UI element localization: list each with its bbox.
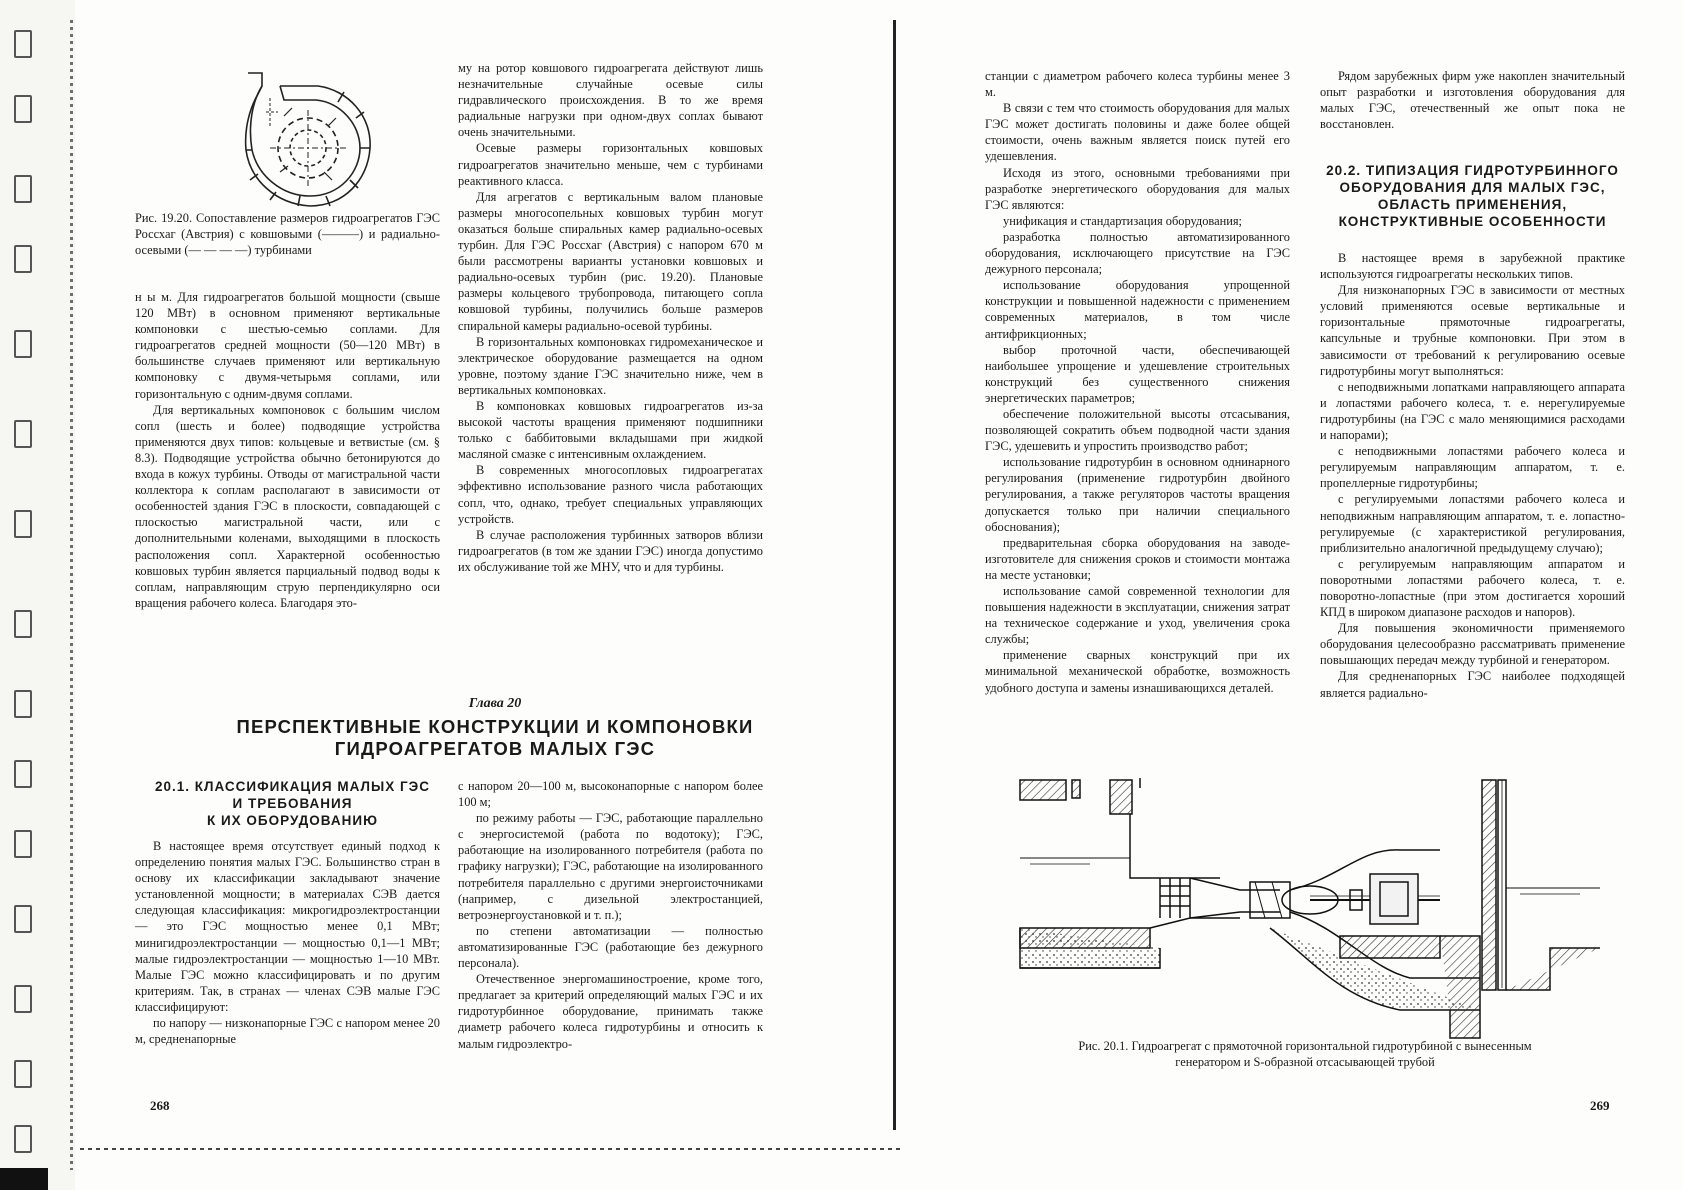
punch-hole [14, 420, 32, 448]
paragraph: н ы м. Для гидроагрегатов большой мощности (свыше 120 МВт) в основном применяют вертикальные компоновки с шестью-семью соплами. Для гидроагрегатов средней мощности (50—120 МВт) в большинстве случаев применяют или вертикальную компоновку с двумя-четырьмя соплами, или горизонтальную с одним-двумя соплами. [135, 290, 440, 401]
paragraph: использование самой современной технологии для повышения надежности в эксплуатации, снижения затрат на техническое содержание и уход, увеличения срока службы; [985, 584, 1290, 647]
caption-line: Рис. 20.1. Гидроагрегат с прямоточной горизонтальной гидротурбиной с вынесенным [1078, 1039, 1532, 1053]
binding-edge [70, 20, 73, 1170]
paragraph: В связи с тем что стоимость оборудования для малых ГЭС может достигать половины и даже более общей стоимости, очень важным является поиск путей его удешевления. [985, 101, 1290, 164]
scan-corner-mark [0, 1168, 48, 1190]
paragraph: применение сварных конструкций при их минимальной механической обработке, возможность удобного доступа и замены изнашивающихся деталей. [985, 648, 1290, 695]
page-number-right: 269 [1590, 1098, 1610, 1113]
paragraph: В горизонтальных компоновках гидромеханическое и электрическое оборудование размещается на одном уровне, поэтому здание ГЭС значительно ниже, чем в вертикальных компоновках. [458, 334, 763, 397]
section-title-line: КОНСТРУКТИВНЫЕ ОСОБЕННОСТИ [1338, 214, 1607, 229]
left-col1-bottom [135, 838, 440, 1047]
punch-hole [14, 330, 32, 358]
punch-hole [14, 760, 32, 788]
paragraph: В современных многосопловых гидроагрегатах эффективно использование разного числа работающих сопл, что, однако, требует специальных управляющих устройств. [458, 463, 763, 526]
paragraph: унификация и стандартизация оборудования; [1003, 213, 1242, 228]
page-number-left: 268 [150, 1098, 170, 1113]
punch-hole [14, 30, 32, 58]
punch-hole [14, 175, 32, 203]
paragraph: В настоящее время отсутствует единый подход к определению понятия малых ГЭС. Большинство стран в основу их классификации закладывают значение установленной мощности; в материалах СЭВ дается следующая классификация: микрогидроэлектростанции — это ГЭС мощностью менее 0,1 МВт; минигидроэлектростанции — мощностью 0,1—1 МВт; малые гидроэлектростанции — мощностью 1—10 МВт. Малые ГЭС можно классифицировать и по другим критериям. Так, в странах — членах СЭВ малые ГЭС классифицируют: [135, 839, 440, 1014]
paragraph: Для низконапорных ГЭС в зависимости от местных условий применяются осевые вертикальные и горизонтальные прямоточные гидроагрегаты, капсульные и трубные компоновки. При этом в зависимости от требований к регулированию осевые гидротурбины могут выполняться: [1320, 283, 1625, 378]
paragraph: Осевые размеры горизонтальных ковшовых гидроагрегатов значительно меньше, чем с турбинами реактивного класса. [458, 141, 763, 188]
right-col1 [985, 68, 1290, 696]
paragraph: обеспечение положительной высоты отсасывания, позволяющей сократить объем подводной части здания ГЭС, удешевить и упростить производство работ; [985, 406, 1290, 454]
paragraph: по напору — низконапорные ГЭС с напором менее 20 м, средненапорные [135, 1016, 440, 1047]
punch-hole [14, 690, 32, 718]
figure-20-1-caption [985, 1038, 1625, 1070]
right-col2-top [1320, 68, 1625, 132]
figure-20-1-drawing [1010, 778, 1630, 1048]
figure-19-20-drawing [240, 68, 390, 228]
paragraph: разработка полностью автоматизированного оборудования, исключающего присутствие на ГЭС дежурного персонала; [985, 229, 1290, 277]
paragraph: му на ротор ковшового гидроагрегата действуют лишь незначительные случайные осевые силы гидравлического происхождения. В то же время радиальные нагрузки при одном-двух соплах бывают очень значительными. [458, 61, 763, 140]
binding-strip [0, 0, 75, 1190]
paragraph: Исходя из этого, основными требованиями при разработке энергетического оборудования для малых ГЭС являются: [985, 165, 1290, 212]
punch-hole [14, 830, 32, 858]
paragraph: с регулируемым направляющим аппаратом и поворотными лопастями рабочего колеса, т. е. поворотно-лопастные (при этом достигается хороший КПД в широком диапазоне расходов и напоров). [1320, 556, 1625, 620]
paragraph: с регулируемыми лопастями рабочего колеса и неподвижным направляющим аппаратом, т. е. лопастно-регулируемые (с характеристикой регулирования, приблизительно аналогичной предыдущему случаю); [1320, 492, 1625, 555]
section-20-2-title [1315, 162, 1630, 230]
paragraph: выбор проточной части, обеспечивающей наибольшее упрощение и удешевление строительных конструкций без существенного снижения энергетических параметров; [985, 342, 1290, 405]
section-title-line: К ИХ ОБОРУДОВАНИЮ [206, 813, 378, 828]
paragraph: по режиму работы — ГЭС, работающие параллельно с энергосистемой (работа по водотоку); ГЭС, работающие на изолированного потребителя (работа по графику нагрузки); ГЭС, работающие на изолированного потребителя параллельно с другими энергоисточниками (например, с дизельной электростанцией, ветроэнергоустановкой и т. п.); [458, 811, 763, 922]
paragraph: станции с диаметром рабочего колеса турбины менее 3 м. [985, 69, 1290, 100]
punch-hole [14, 1125, 32, 1153]
paragraph: В случае расположения турбинных затворов вблизи гидроагрегатов (в том же здании ГЭС) иногда допустимо их обслуживание той же МНУ, что и для турбины. [458, 527, 763, 574]
paragraph: предварительная сборка оборудования на заводе-изготовителе для снижения сроков и стоимости монтажа на месте установки; [985, 535, 1290, 582]
paragraph: В компоновках ковшовых гидроагрегатов из-за высокой частоты вращения применяют подшипники только с баббитовыми вкладышами при жидкой масляной смазке с интенсивным охлаждением. [458, 398, 763, 462]
punch-hole [14, 985, 32, 1013]
section-20-1-title [135, 778, 450, 829]
paragraph: Рядом зарубежных фирм уже накоплен значительный опыт разработки и изготовления оборудования для малых ГЭС, отечественный же опыт пока не восстановлен. [1320, 69, 1625, 132]
section-title-line: 20.2. ТИПИЗАЦИЯ ГИДРОТУРБИННОГО [1326, 163, 1619, 178]
punch-hole [14, 245, 32, 273]
page-gutter [893, 20, 896, 1130]
punch-hole [14, 510, 32, 538]
section-title-line: ОБОРУДОВАНИЯ ДЛЯ МАЛЫХ ГЭС, [1339, 180, 1606, 195]
chapter-title-line: ПЕРСПЕКТИВНЫЕ КОНСТРУКЦИИ И КОМПОНОВКИ [236, 716, 754, 737]
punch-hole [14, 95, 32, 123]
left-col2-bottom [458, 778, 763, 1052]
chapter-label: Глава 20 [468, 696, 522, 711]
figure-19-20-caption: Рис. 19.20. Сопоставление размеров гидроагрегатов ГЭС Россхаг (Австрия) с ковшовыми (———) и радиально-осевыми (— — — —) турбинами [135, 211, 440, 257]
punch-hole [14, 905, 32, 933]
paragraph: Для средненапорных ГЭС наиболее подходящей является радиально- [1320, 669, 1625, 700]
paragraph: использование гидротурбин в основном однинарного регулирования (применение гидротурбин двойного регулирования, а также регуляторов частоты вращения допускается только при наличии специального обоснования); [985, 455, 1290, 534]
chapter-title-line: ГИДРОАГРЕГАТОВ МАЛЫХ ГЭС [334, 738, 656, 759]
paragraph: Для вертикальных компоновок с большим числом сопл (шесть и более) подводящие устройства применяются двух типов: кольцевые и ветвистые (см. § 8.3). Подводящие устройства обычно бетонируются до входа в кожух турбины. Отводы от магистральной части коллектора к соплам располагают в зависимости от особенностей здания ГЭС в плоскости, совпадающей с плоскостью магистральной части, или с дополнительными коленами, выходящими в плоскость расположения сопл. Характерной особенностью ковшовых турбин является парциальный подвод воды к соплам, направляющим струю перпендикулярно оси вращения рабочего колеса. Благодаря это- [135, 402, 440, 610]
paragraph: В настоящее время в зарубежной практике используются гидроагрегаты нескольких типов. [1320, 251, 1625, 282]
left-col1-top [135, 289, 440, 611]
paragraph: использование оборудования упрощенной конструкции и повышенной надежности с применением современных материалов, в том числе антифрикционных; [985, 278, 1290, 341]
paragraph: Для повышения экономичности применяемого оборудования целесообразно рассматривать применение повышающих передач между турбиной и генератором. [1320, 621, 1625, 668]
chapter-title [180, 716, 810, 760]
section-title-line: И ТРЕБОВАНИЯ [232, 796, 353, 811]
section-title-line: 20.1. КЛАССИФИКАЦИЯ МАЛЫХ ГЭС [155, 779, 430, 794]
punch-hole [14, 610, 32, 638]
paragraph: Отечественное энергомашиностроение, кроме того, предлагает за критерий определяющий малых ГЭС и их гидротурбинное оборудование, принимать также диаметр рабочего колеса гидротурбины и относить к малым гидроэлектро- [458, 972, 763, 1051]
paragraph: с неподвижными лопатками направляющего аппарата и лопастями рабочего колеса, т. е. нерегулируемые гидротурбины (на ГЭС с мало меняющимися расходами и напорами); [1320, 379, 1625, 443]
punch-hole [14, 1060, 32, 1088]
section-title-line: ОБЛАСТЬ ПРИМЕНЕНИЯ, [1377, 197, 1568, 212]
caption-line: генератором и S-образной отсасывающей трубой [1175, 1055, 1435, 1069]
paragraph: Для агрегатов с вертикальным валом плановые размеры многосопельных ковшовых турбин могут оказаться больше спиральных камер радиально-осевых турбин. Для ГЭС Россхаг (Австрия) с напором 670 м были рассмотрены варианты установки ковшовых и радиально-осевых турбин (рис. 19.20). Плановые размеры кольцевого трубопровода, питающего сопла ковшовой турбины, получились больше размеров спиральной камеры радиально-осевой турбины. [458, 189, 763, 333]
scan-bottom-edge [80, 1148, 900, 1150]
paragraph: с напором 20—100 м, высоконапорные с напором более 100 м; [458, 779, 763, 810]
paragraph: по степени автоматизации — полностью автоматизированные ГЭС (работающие без дежурного персонала). [458, 923, 763, 971]
left-col2-top [458, 60, 763, 575]
right-col2-bottom [1320, 250, 1625, 701]
paragraph: с неподвижными лопастями рабочего колеса и регулируемым направляющим аппаратом, т. е. пропеллерные гидротурбины; [1320, 444, 1625, 491]
